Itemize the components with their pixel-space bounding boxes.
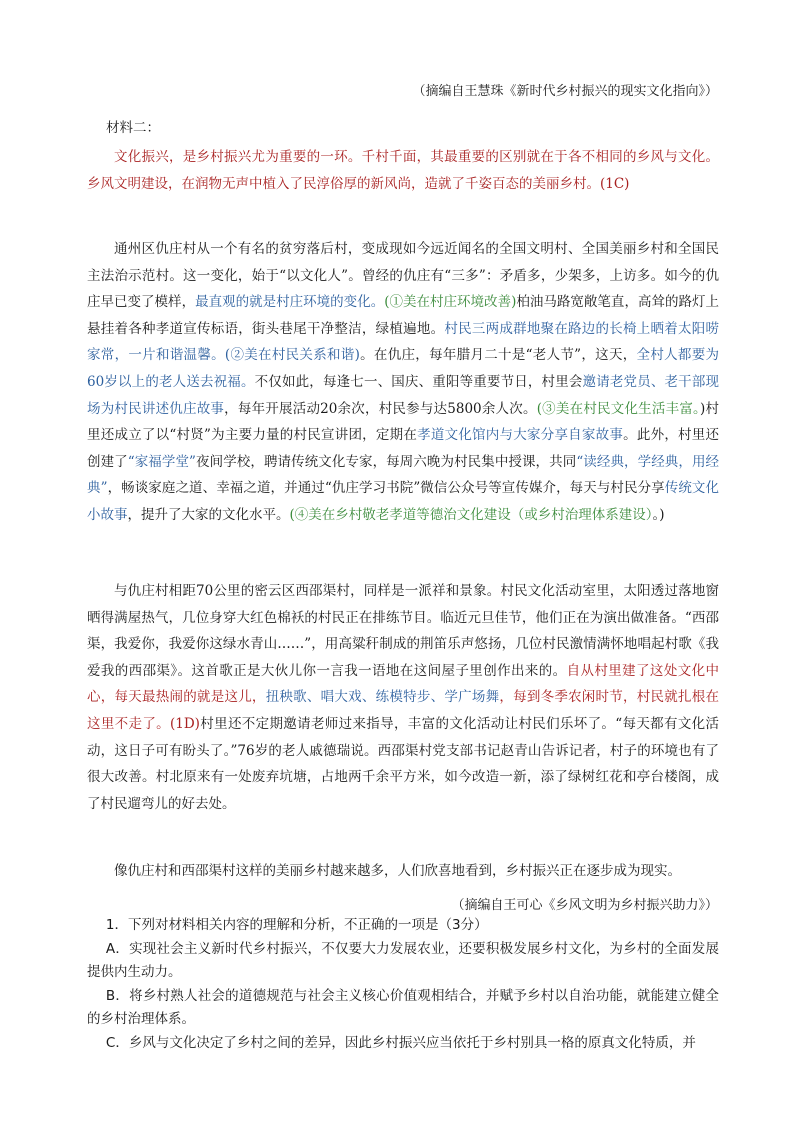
highlight-blue: 孝道文化馆内与大家分享自家故事 [417,427,624,444]
source-citation-2: （摘编自王可心《乡风文明为乡村振兴助力》） [451,898,718,913]
closing-paragraph: 像仇庄村和西邵渠村这样的美丽乡村越来越多，人们欣喜地看到，乡村振兴正在逐步成为现实。 [114,863,681,879]
option-b: B．将乡村熟人社会的道德规范与社会主义核心价值观相结合，并赋予乡村以自治功能，就能建立健全的乡村治理体系。 [87,987,719,1027]
text-run: 村里还不定期邀请老师过来指导，丰富的文化活动让村民们乐坏了。“每天都有文化活动，这日子可有盼头了。”76岁的老人戚德瑞说。西邵渠村党支部书记赵青山告诉记者，村子的环境也有了很大改善。村北原来有一处废弃坑塘，占地两千余平方米，如今改造一新，添了绿树红花和亭台楼阁，成了村民遛弯儿的好去处。 [87,715,719,812]
text-run: ，提升了大家的文化水平。 [127,506,290,523]
text-run: 。) [652,506,665,523]
option-a: A．实现社会主义新时代乡村振兴，不仅要大力发展农业，还要积极发展乡村文化，为乡村的全面发展提供内生动力。 [87,940,719,980]
annotation-3: (③美在村民文化生活丰富。 [536,400,701,417]
annotation-1d: (1D) [170,715,200,732]
highlight-blue: 扭秧歌、唱大戏、练模特步、学广场舞 [265,689,500,706]
highlight-blue: 邀请老党员、老干部现场为村民讲述仇庄故事 [87,373,720,417]
highlight-blue: 村民三两成群地聚在路边的长椅上晒着太阳唠家常，一片和谐温馨。 [87,320,720,364]
question-1 [87,914,719,1055]
annotation-2: (②美在村民关系和谐) [224,347,360,364]
paragraph-4 [87,858,719,885]
highlight-blue: “读经典，学经典，用经典” [87,453,720,497]
highlight-blue: 最直观的就是村庄环境的变化。 [195,294,385,311]
option-c: C．乡风与文化决定了乡村之间的差异，因此乡村振兴应当依托于乡村别具一格的原真文化特质，并 [105,1034,696,1051]
text-run: 夜间学校，聘请传统文化专家，每周六晚为村民集中授课，共同 [195,453,577,470]
paragraph-3 [87,578,719,817]
highlight-blue: “家福学堂” [127,453,196,470]
text-run: ，每年开展活动20余次，村民参与达5800余人次。 [224,400,537,417]
highlight-blue: 全村人都要为60岁以上的老人送去祝福。 [87,347,719,390]
material-label: 材料二： [106,120,160,136]
highlight-red: 自从村里建了这处文化中心，每天最热闹的就是这儿， [87,662,720,706]
highlight-red: ，每到冬季农闲时节，村民就扎根在这里不走了。 [87,689,720,732]
paragraph-2 [87,236,719,529]
text-run: 。在仇庄，每年腊月二十是“老人节”，这天， [359,347,637,364]
highlight-blue: 传统文化小故事 [87,480,719,523]
annotation-1: (①美在村庄环境改善) [384,294,517,311]
text-run: ，畅谈家庭之道、幸福之道，并通过“仇庄学习书院”微信公众号等宣传媒介，每天与村民分享 [107,480,665,497]
source-citation-1: （摘编自王慧珠《新时代乡村振兴的现实文化指向》） [412,84,718,99]
text-run: 。此外，村里还创建了 [87,427,720,470]
text-run: 通州区仇庄村从一个有名的贫穷落后村，变成现如今远近闻名的全国文明村、全国美丽乡村和全国民主法治示范村。这一变化，始于“以文化人”。曾经的仇庄有“三多”：矛盾多，少架多，上访多。如今的仇庄早已变了模样， [87,241,719,311]
text-run: 柏油马路宽敞笔直，高耸的路灯上悬挂着各种孝道宣传标语，街头巷尾干净整洁，绿植遍地。 [87,294,720,337]
annotation-4: (④美在乡村敬老孝道等德治文化建设（或乡村治理体系建设） [289,506,653,523]
question-stem: 1．下列对材料相关内容的理解和分析，不正确的一项是（3分） [105,917,488,933]
paragraph-1 [87,144,719,197]
text-run: 不仅如此，每逢七一、国庆、重阳等重要节日，村里会 [254,373,583,390]
highlighted-sentence: 文化振兴，是乡村振兴尤为重要的一环。千村千面，其最重要的区别就在于各不相同的乡风与文化。乡风文明建设，在润物无声中植入了民淳俗厚的新风尚，造就了千姿百态的美丽乡村。 [87,149,719,192]
text-run: )村里还成立了以“村贤”为主要力量的村民宣讲团，定期在 [87,400,719,444]
text-run: 与仇庄村相距70公里的密云区西邵渠村，同样是一派祥和景象。村民文化活动室里，太阳透过落地窗晒得满屋热气，几位身穿大红色棉袄的村民正在排练节目。临近元旦佳节，他们正在为演出做准备。“西邵渠，我爱你，我爱你这绿水青山……”，用高粱秆制成的荆笛乐声悠扬，几位村民激情满怀地唱起村歌《我爱我的西邵渠》。这首歌正是大伙儿你一言我一语地在这间屋子里创作出来的。 [87,583,719,679]
annotation-1c: (1C) [600,175,630,192]
